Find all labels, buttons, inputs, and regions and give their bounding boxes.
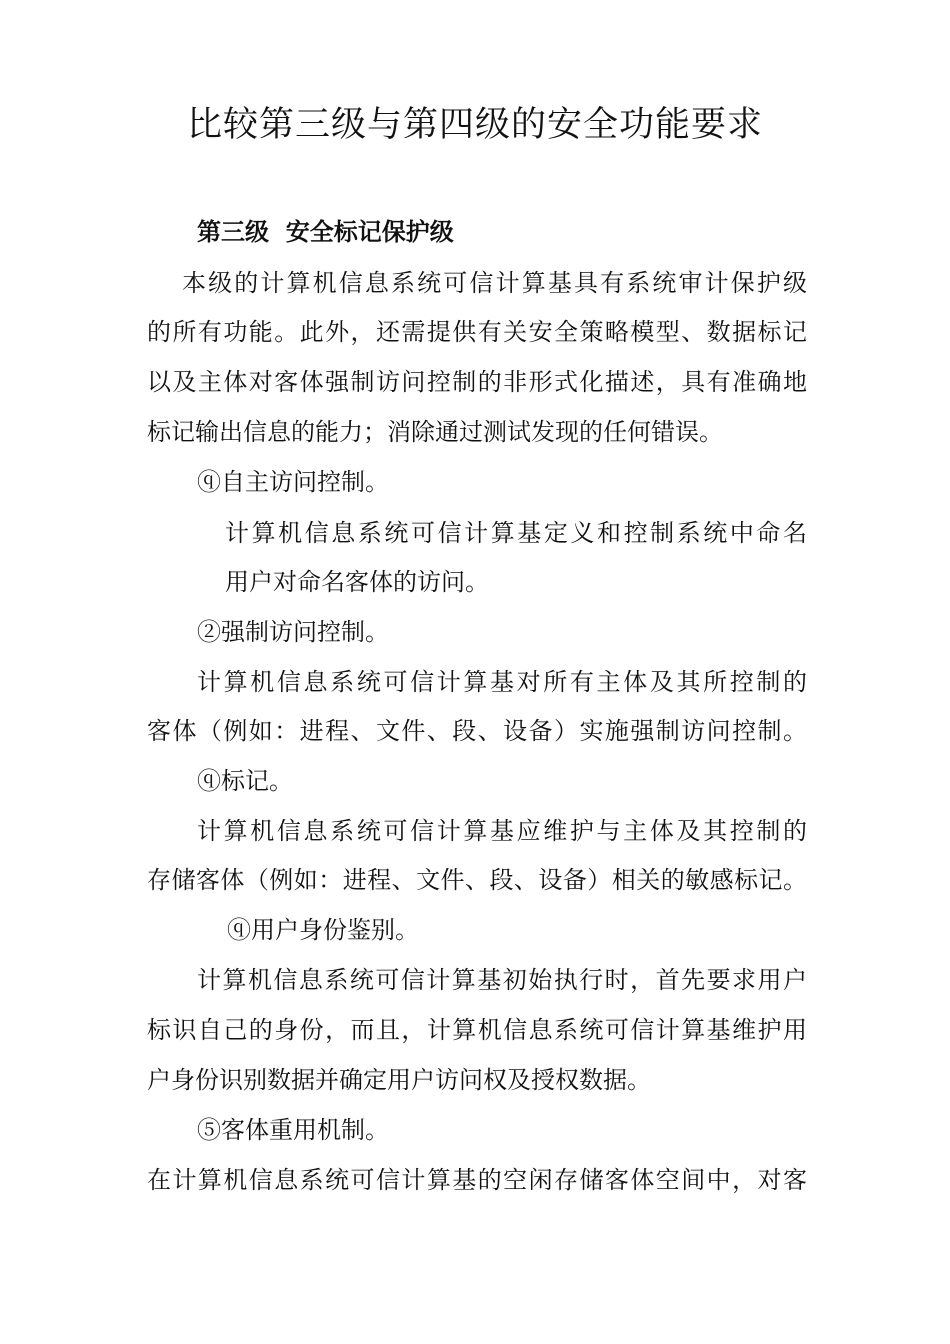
item-body-line: 标识自己的身份，而且，计算机信息系统可信计算基维护用	[147, 1016, 807, 1044]
item-heading-object-reuse: ⑤客体重用机制。	[197, 1116, 389, 1144]
item-body-line: 户身份识别数据并确定用户访问权及授权数据。	[147, 1066, 651, 1094]
item-body-line: 存储客体（例如：进程、文件、段、设备）相关的敏感标记。	[147, 866, 807, 894]
item-body-line: 计算机信息系统可信计算基对所有主体及其所控制的	[197, 668, 807, 696]
item-body-line: 计算机信息系统可信计算基应维护与主体及其控制的	[197, 817, 807, 845]
intro-line-3: 以及主体对客体强制访问控制的非形式化描述，具有准确地	[147, 368, 807, 396]
item-body-line: 用户对命名客体的访问。	[225, 568, 489, 596]
item-heading-user-authentication: ⓠ用户身份鉴别。	[227, 916, 419, 944]
item-body-line: 计算机信息系统可信计算基初始执行时，首先要求用户	[197, 966, 807, 994]
item-body-line: 在计算机信息系统可信计算基的空闲存储客体空间中，对客	[147, 1166, 807, 1194]
item-body-line: 计算机信息系统可信计算基定义和控制系统中命名	[225, 519, 807, 547]
item-heading-labels: ⓠ标记。	[197, 767, 293, 795]
item-body-line: 客体（例如：进程、文件、段、设备）实施强制访问控制。	[147, 717, 807, 745]
item-heading-discretionary-access: ⓠ自主访问控制。	[197, 468, 389, 496]
section-heading: 第三级 安全标记保护级	[197, 218, 454, 246]
document-title: 比较第三级与第四级的安全功能要求	[186, 105, 763, 145]
item-heading-mandatory-access: ②强制访问控制。	[197, 618, 389, 646]
intro-line-4: 标记输出信息的能力；消除通过测试发现的任何错误。	[147, 418, 723, 446]
intro-line-2: 的所有功能。此外，还需提供有关安全策略模型、数据标记	[147, 318, 807, 346]
intro-line-1: 本级的计算机信息系统可信计算基具有系统审计保护级	[182, 269, 807, 297]
